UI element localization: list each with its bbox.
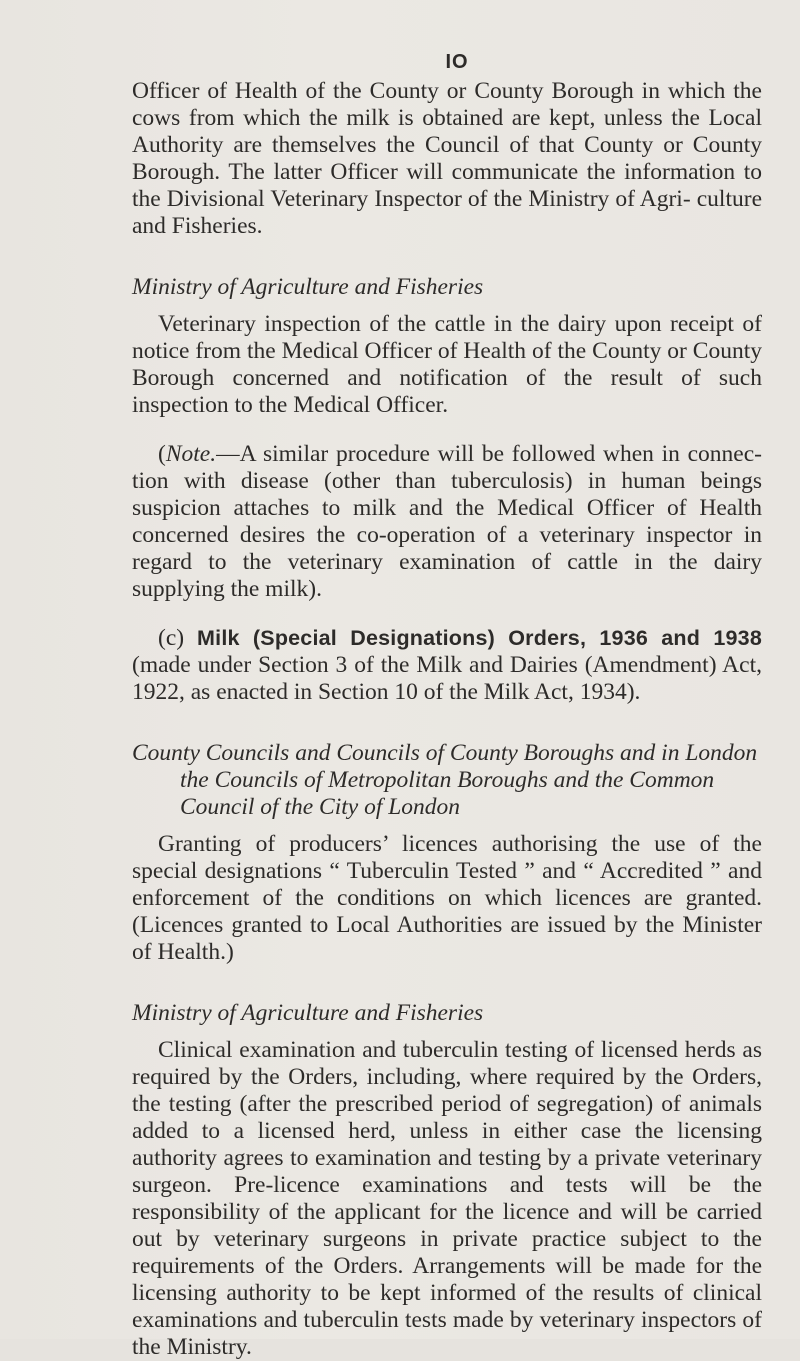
milk-orders-prefix: (c) xyxy=(158,625,198,651)
milk-orders-rest: (made under Section 3 of the Milk and Dairies (Amendment) Act, 1922, as enacted in Section 10 of the Milk Act, 1934). xyxy=(132,652,762,705)
paragraph-granting-licences: Granting of producers’ licences authorising the use of the special designations “ Tuberculin Tested ” and “ Accredited ” and enforcement of the conditions on which licences are granted. (Licences granted to Local Authorities are issued by the Minister of Health.) xyxy=(132,831,762,965)
paragraph-milk-orders xyxy=(132,625,762,706)
section-heading-ministry-2: Ministry of Agriculture and Fisheries xyxy=(132,1000,484,1026)
section-heading-ministry-1: Ministry of Agriculture and Fisheries xyxy=(132,274,484,300)
page-number: IO xyxy=(445,51,469,73)
note-label: Note. xyxy=(165,441,217,467)
paragraph-clinical-examination: Clinical examination and tuberculin testing of licensed herds as required by the Orders, including, where required by the Orders, the testing (after the prescribed period of segregation) of animals added to a licensed herd, unless in either case the licensing authority agrees to examination and testing by a private veterinary surgeon. Pre-licence examinations and tests will be the responsibility of the applicant for the licence and will be carried out by veterinary surgeons in private practice subject to the requirements of the Orders. Arrangements will be made for the licensing authority to be kept informed of the results of clinical examinations and tuberculin tests made by veterinary inspectors of the Ministry. xyxy=(132,1037,762,1360)
section-heading-county-councils: County Councils and Councils of County Boroughs and in London the Councils of Metropolitan Boroughs and the Common Council of the City of London xyxy=(132,740,758,820)
page-content xyxy=(132,44,762,1361)
paragraph-veterinary-inspection: Veterinary inspection of the cattle in the dairy upon receipt of notice from the Medical Officer of Health of the County or County Borough concerned and notification of the result of such inspection to the Medical Officer. xyxy=(132,311,762,418)
note-open-paren: ( xyxy=(158,441,166,467)
paragraph-officer-of-health: Officer of Health of the County or County Borough in which the cows from which the milk is obtained are kept, unless the Local Authority are themselves the Council of that County or County Borough. The latter Officer will communicate the information to the Divisional Veterinary Inspector of the Ministry of Agri- culture and Fisheries. xyxy=(132,78,762,239)
milk-orders-title: Milk (Special Designations) Orders, 1936 and 1938 xyxy=(197,626,762,650)
note-text: —A similar procedure will be followed when in connec- tion with disease (other than tuberculosis) in human beings suspicion attaches to milk and the Medical Officer of Health concerned desires the co-operation of a veterinary inspector in regard to the veterinary examination of cattle in the dairy supplying the milk). xyxy=(132,441,762,602)
paragraph-note xyxy=(132,441,762,603)
